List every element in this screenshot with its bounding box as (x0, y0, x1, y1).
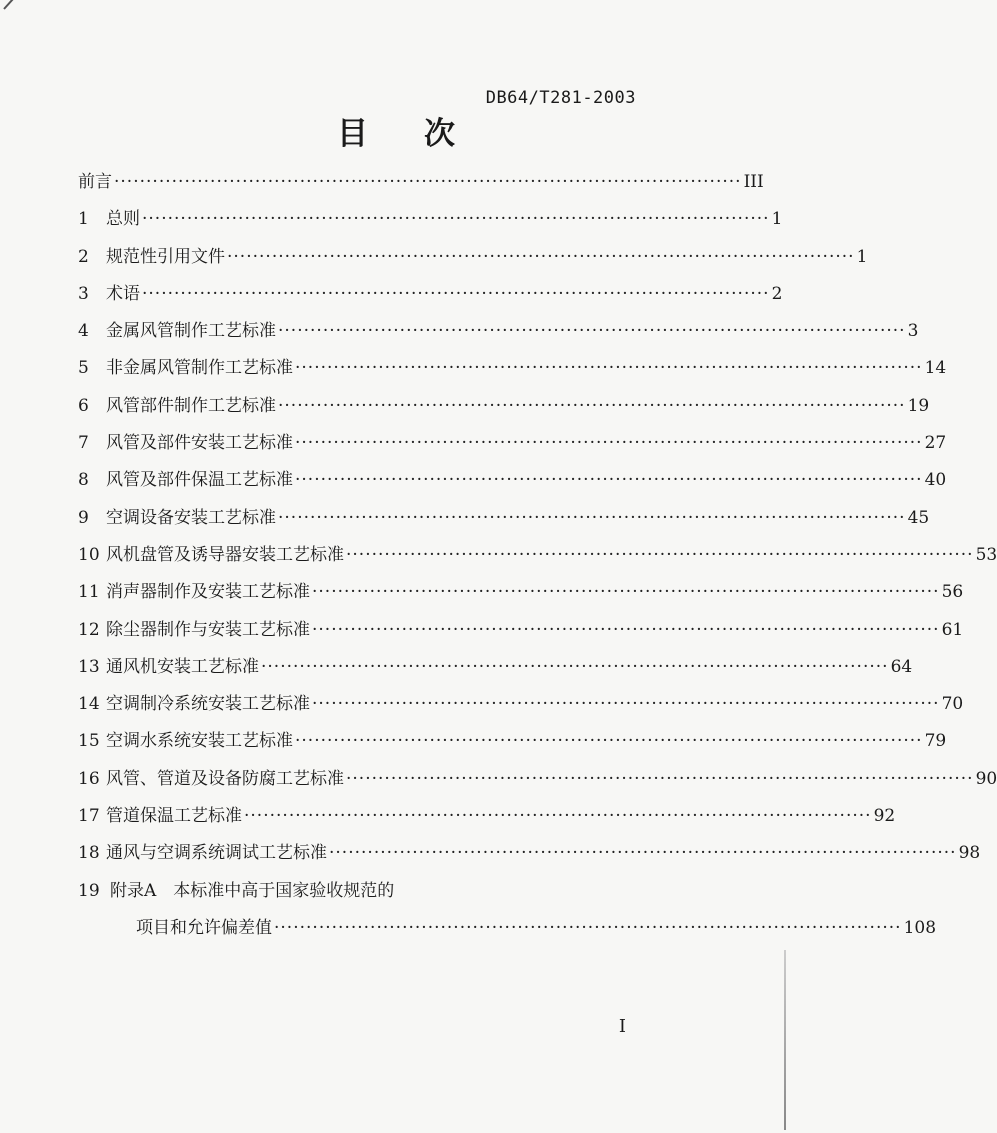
toc-number: 6 (78, 395, 89, 416)
dot-leader: ·································································································· (142, 209, 770, 230)
toc-label: 空调制冷系统安装工艺标准 (106, 694, 310, 715)
dot-leader: ·································································································· (278, 321, 906, 342)
toc-number: 8 (78, 470, 89, 491)
toc-entry[interactable] (78, 500, 930, 537)
page-folio: I (618, 1016, 626, 1037)
dot-leader: ·································································································· (312, 582, 940, 603)
toc-page-number: 61 (941, 619, 964, 640)
dot-leader: ·································································································· (278, 507, 906, 528)
toc-page-number: 40 (924, 470, 947, 491)
toc-entry-foreword[interactable] (78, 164, 764, 201)
dot-leader: ·································································································· (274, 917, 902, 938)
table-of-contents (78, 164, 997, 947)
toc-label: 前言 (78, 172, 112, 192)
toc-entry[interactable] (78, 761, 997, 798)
toc-entry[interactable] (78, 276, 783, 313)
toc-label: 消声器制作及安装工艺标准 (106, 582, 310, 603)
dot-leader: ·································································································· (278, 395, 906, 416)
scan-mark (3, 0, 19, 10)
toc-page-number: 108 (903, 917, 937, 938)
dot-leader: ·································································································· (346, 544, 974, 565)
toc-number: 4 (78, 321, 89, 342)
toc-page-number: III (743, 172, 764, 192)
toc-number: 9 (78, 507, 89, 528)
toc-number: 5 (78, 358, 89, 379)
toc-entry[interactable] (78, 686, 964, 723)
toc-entry[interactable] (78, 537, 997, 574)
toc-page-number: 1 (856, 246, 868, 267)
toc-entry[interactable] (78, 612, 964, 649)
toc-entry[interactable] (78, 350, 947, 387)
dot-leader: ·································································································· (346, 768, 974, 789)
toc-number: 14 (78, 694, 100, 715)
toc-label: 术语 (106, 283, 140, 304)
toc-entry[interactable] (78, 388, 930, 425)
dot-leader: ·································································································· (295, 433, 923, 454)
toc-label: 金属风管制作工艺标准 (106, 321, 276, 342)
toc-label: 规范性引用文件 (106, 246, 225, 267)
dot-leader: ·································································································· (244, 806, 872, 827)
toc-page-number: 98 (958, 843, 981, 864)
toc-page-number: 70 (941, 694, 964, 715)
toc-entry[interactable] (78, 723, 947, 760)
toc-number: 13 (78, 656, 100, 677)
toc-label: 管道保温工艺标准 (106, 806, 242, 827)
scan-edge (784, 950, 786, 1130)
toc-page-number: 19 (907, 395, 930, 416)
toc-number: 2 (78, 246, 89, 267)
toc-page-number: 90 (975, 768, 997, 789)
document-code: DB64/T281-2003 (485, 88, 636, 108)
toc-label: 风管、管道及设备防腐工艺标准 (106, 768, 344, 789)
toc-number: 11 (78, 582, 100, 603)
toc-label: 除尘器制作与安装工艺标准 (106, 619, 310, 640)
toc-page-number: 79 (924, 731, 947, 752)
toc-label: 非金属风管制作工艺标准 (106, 358, 293, 379)
dot-leader: ·································································································· (312, 694, 940, 715)
toc-page-number: 53 (975, 544, 997, 565)
dot-leader: ·································································································· (114, 172, 742, 192)
toc-entry[interactable] (78, 835, 981, 872)
toc-number: 3 (78, 283, 89, 304)
toc-label: 附录A 本标准中高于国家验收规范的 (110, 880, 395, 901)
toc-number: 15 (78, 731, 100, 752)
toc-number: 19 (78, 880, 100, 901)
toc-entry[interactable] (78, 239, 868, 276)
toc-entry-appendix-continued[interactable] (78, 910, 937, 947)
toc-page-number: 14 (924, 358, 947, 379)
toc-label: 空调水系统安装工艺标准 (106, 731, 293, 752)
toc-number: 12 (78, 619, 100, 640)
toc-number: 16 (78, 768, 100, 789)
toc-label: 风管部件制作工艺标准 (106, 395, 276, 416)
dot-leader: ·································································································· (295, 358, 923, 379)
page-title: 目次 (337, 116, 511, 152)
dot-leader: ·································································································· (329, 843, 957, 864)
toc-entry[interactable] (78, 313, 919, 350)
toc-entry[interactable] (78, 798, 896, 835)
toc-entry[interactable] (78, 462, 947, 499)
toc-label: 项目和允许偏差值 (136, 917, 272, 938)
toc-page-number: 27 (924, 433, 947, 454)
toc-label: 通风与空调系统调试工艺标准 (106, 843, 327, 864)
toc-page-number: 64 (890, 656, 913, 677)
dot-leader: ·································································································· (312, 619, 940, 640)
dot-leader: ·································································································· (142, 283, 770, 304)
toc-entry[interactable] (78, 649, 913, 686)
toc-number: 7 (78, 433, 89, 454)
dot-leader: ·································································································· (261, 656, 889, 677)
toc-page-number: 2 (771, 283, 783, 304)
dot-leader: ·································································································· (295, 731, 923, 752)
toc-entry[interactable] (78, 425, 947, 462)
toc-page-number: 45 (907, 507, 930, 528)
toc-label: 风管及部件安装工艺标准 (106, 433, 293, 454)
toc-label: 空调设备安装工艺标准 (106, 507, 276, 528)
toc-label: 风管及部件保温工艺标准 (106, 470, 293, 491)
toc-entry[interactable] (78, 201, 783, 238)
toc-entry[interactable] (78, 574, 964, 611)
toc-page-number: 92 (873, 806, 896, 827)
toc-number: 18 (78, 843, 100, 864)
toc-page-number: 1 (771, 209, 783, 230)
toc-number: 17 (78, 806, 100, 827)
toc-entry-appendix[interactable] (78, 873, 633, 910)
dot-leader: ·································································································· (227, 246, 855, 267)
toc-number: 10 (78, 544, 100, 565)
toc-label: 风机盘管及诱导器安装工艺标准 (106, 544, 344, 565)
toc-number: 1 (78, 209, 89, 230)
dot-leader: ·································································································· (295, 470, 923, 491)
toc-label: 总则 (106, 209, 140, 230)
toc-page-number: 3 (907, 321, 919, 342)
toc-label: 通风机安装工艺标准 (106, 656, 259, 677)
toc-page-number: 56 (941, 582, 964, 603)
